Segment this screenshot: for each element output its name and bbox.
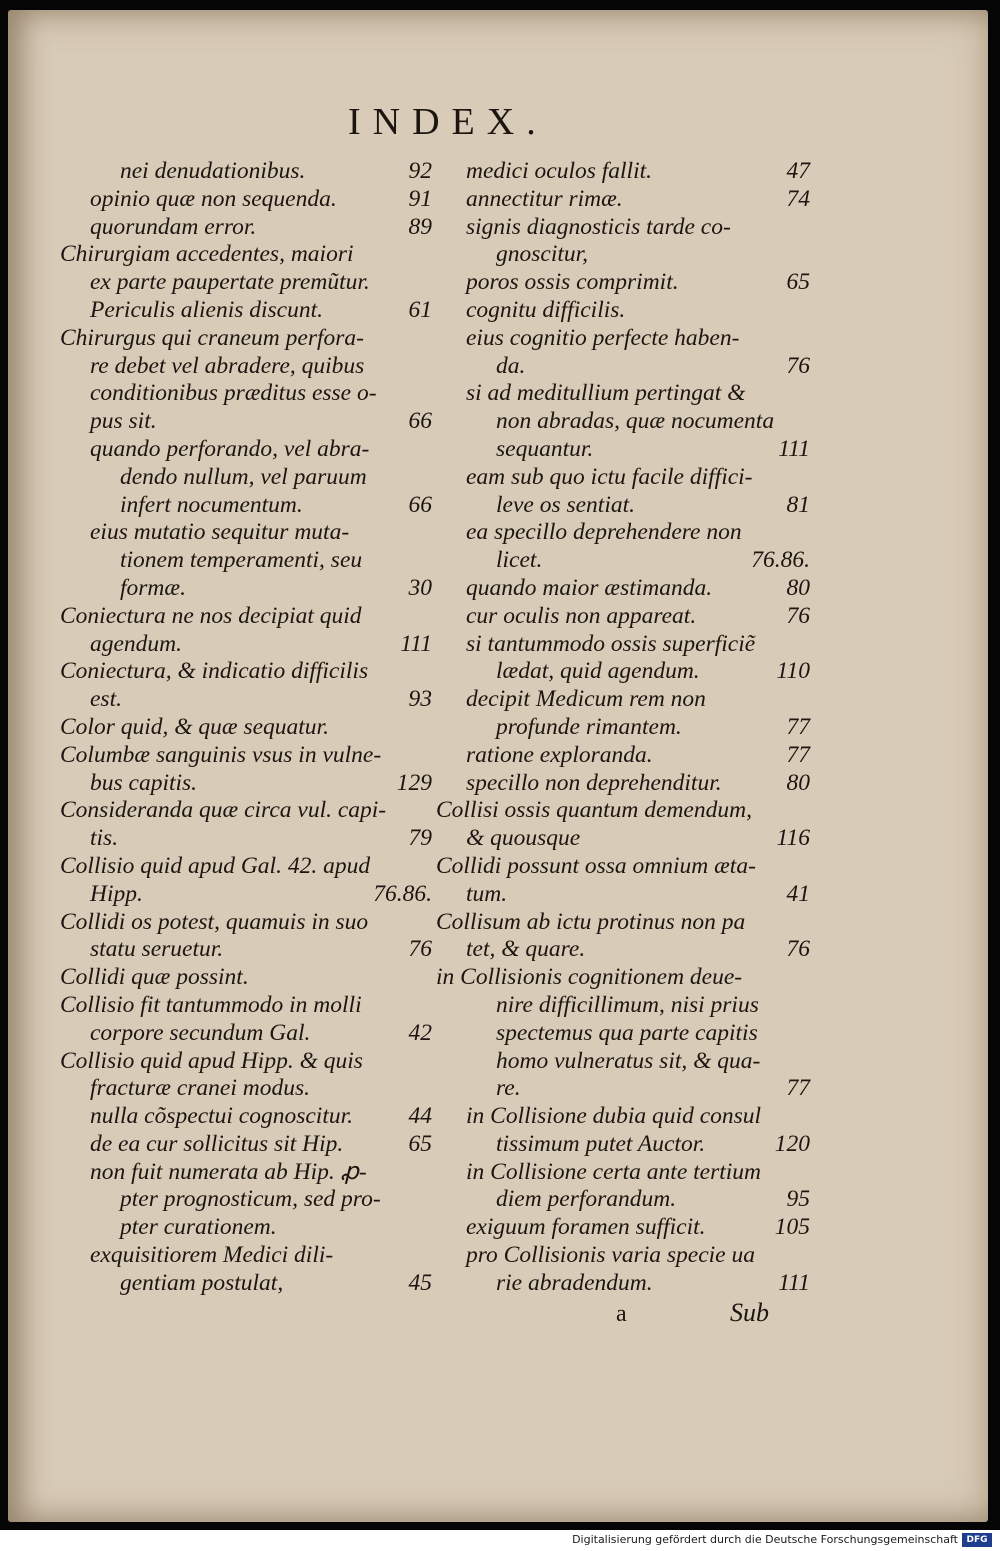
- index-entry-page-number: 30: [408, 574, 432, 601]
- index-entry-page-number: 111: [778, 1269, 810, 1296]
- index-entry-page-number: 45: [408, 1269, 432, 1296]
- index-entry-text: bus capitis.: [90, 769, 198, 796]
- index-entry-text: Collidi quæ possint.: [60, 964, 249, 991]
- index-entry: [60, 297, 432, 325]
- index-entry-text: quando perforando, vel abra-: [90, 435, 370, 462]
- index-entry-text: corpore secundum Gal.: [90, 1019, 311, 1046]
- index-entry-text: Coniectura, & indicatio difficilis: [60, 658, 369, 685]
- index-entry-text: Collisum ab ictu protinus non pa: [436, 908, 746, 935]
- index-entry-text: Collidi possunt ossa omnium æta-: [436, 852, 756, 879]
- index-entry: [436, 686, 810, 714]
- index-entry-page-number: 120: [774, 1130, 810, 1157]
- index-entry-text: cognitu difficilis.: [466, 296, 626, 323]
- index-entry: [436, 881, 810, 909]
- index-entry: [60, 575, 432, 603]
- index-entry: [60, 881, 432, 909]
- index-entry: [436, 214, 810, 242]
- index-entry-text: fracturæ cranei modus.: [90, 1075, 310, 1102]
- index-entry-page-number: 77: [786, 713, 810, 740]
- index-entry-text: non abradas, quæ nocumenta: [496, 408, 775, 435]
- index-entry: [436, 658, 810, 686]
- index-entry: [60, 436, 432, 464]
- footer-bar: [0, 1530, 1000, 1551]
- index-entry: [60, 714, 432, 742]
- page-title: INDEX.: [348, 101, 548, 143]
- index-entry: [436, 714, 810, 742]
- index-entry-text: dendo nullum, vel paruum: [120, 463, 367, 490]
- index-entry-text: de ea cur sollicitus sit Hip.: [90, 1130, 344, 1157]
- index-entry-page-number: 111: [778, 435, 810, 462]
- index-entry-page-number: 61: [408, 296, 432, 323]
- index-entry-text: in Collisionis cognitionem deue-: [436, 964, 743, 991]
- index-entry: [60, 1242, 432, 1270]
- index-entry: [60, 658, 432, 686]
- index-entry-text: eam sub quo ictu facile diffici-: [466, 463, 753, 490]
- index-entry-page-number: 110: [776, 658, 810, 685]
- index-entry-text: annectitur rimæ.: [466, 185, 623, 212]
- index-entry-page-number: 77: [786, 741, 810, 768]
- signature-mark: a: [616, 1301, 627, 1327]
- index-entry-text: in Collisione dubia quid consul: [466, 1103, 762, 1130]
- index-entry-page-number: 76.86.: [373, 880, 432, 907]
- index-entry-text: infert nocumentum.: [120, 491, 303, 518]
- index-entry: [436, 825, 810, 853]
- index-entry-page-number: 91: [408, 185, 432, 212]
- index-entry: [60, 770, 432, 798]
- index-entry: [60, 686, 432, 714]
- index-entry-text: formæ.: [120, 574, 186, 601]
- index-entry: [60, 1214, 432, 1242]
- index-entry: [60, 186, 432, 214]
- index-entry-page-number: 77: [786, 1075, 810, 1102]
- index-entry-text: nei denudationibus.: [120, 158, 306, 184]
- index-entry-text: diem perforandum.: [496, 1186, 677, 1213]
- index-entry: [436, 742, 810, 770]
- index-entry-text: ratione exploranda.: [466, 741, 653, 768]
- index-entry: [60, 1075, 432, 1103]
- index-entry-page-number: 129: [396, 769, 432, 796]
- index-column-right: [436, 158, 810, 1298]
- index-entry-text: Collidi os potest, quamuis in suo: [60, 908, 369, 935]
- index-entry: [436, 492, 810, 520]
- index-entry-text: medici oculos fallit.: [466, 158, 653, 184]
- index-entry-page-number: 76: [786, 352, 810, 379]
- index-entry: [60, 797, 432, 825]
- index-entry-text: conditionibus præditus esse o-: [90, 380, 377, 407]
- index-entry: [60, 742, 432, 770]
- index-entry: [436, 631, 810, 659]
- index-entry: [60, 1131, 432, 1159]
- index-entry-page-number: 47: [786, 158, 810, 184]
- index-entry: [436, 436, 810, 464]
- index-entry-text: licet.: [496, 547, 543, 574]
- index-entry-text: tis.: [90, 825, 119, 852]
- index-entry: [60, 909, 432, 937]
- index-column-left: [60, 158, 432, 1298]
- index-entry: [60, 631, 432, 659]
- index-entry-text: quorundam error.: [90, 213, 257, 240]
- index-entry-text: non fuit numerata ab Hip. ꝓ-: [90, 1158, 367, 1185]
- index-entry: [60, 853, 432, 881]
- index-entry-text: signis diagnosticis tarde co-: [466, 213, 731, 240]
- index-entry: [60, 1270, 432, 1298]
- index-entry: [436, 1186, 810, 1214]
- index-entry-text: Hipp.: [90, 880, 143, 907]
- index-entry: [436, 1270, 810, 1298]
- index-entry: [60, 964, 432, 992]
- index-entry: [436, 1242, 810, 1270]
- index-entry-text: nulla cõspectui cognoscitur.: [90, 1103, 354, 1130]
- index-entry: [436, 1103, 810, 1131]
- index-entry: [436, 408, 810, 436]
- index-entry-text: specillo non deprehenditur.: [466, 769, 722, 796]
- index-entry: [436, 1048, 810, 1076]
- index-entry-text: statu seruetur.: [90, 936, 224, 963]
- index-entry-page-number: 76: [408, 936, 432, 963]
- index-entry: [436, 519, 810, 547]
- index-entry-page-number: 76.86.: [751, 547, 810, 574]
- index-entry-page-number: 80: [786, 574, 810, 601]
- index-entry: [60, 1103, 432, 1131]
- index-entry-text: re debet vel abradere, quibus: [90, 352, 365, 379]
- index-entry: [436, 158, 810, 186]
- index-entry: [60, 241, 432, 269]
- index-entry-text: pter curationem.: [120, 1214, 277, 1241]
- index-entry: [60, 269, 432, 297]
- index-entry: [436, 936, 810, 964]
- footer-credit: Digitalisierung gefördert durch die Deutsche Forschungsgemeinschaft: [572, 1533, 958, 1546]
- index-entry-page-number: 65: [786, 269, 810, 296]
- index-entry: [60, 547, 432, 575]
- index-entry-page-number: 92: [408, 158, 432, 184]
- dfg-logo-icon: DFG: [962, 1533, 992, 1547]
- index-entry: [436, 1214, 810, 1242]
- index-entry-text: profunde rimantem.: [496, 713, 682, 740]
- index-entry-text: & quousque: [466, 825, 581, 852]
- index-entry-text: ea specillo deprehendere non: [466, 519, 742, 546]
- index-entry-text: eius mutatio sequitur muta-: [90, 519, 350, 546]
- index-entry: [60, 492, 432, 520]
- index-entry-page-number: 42: [408, 1019, 432, 1046]
- index-entry-text: spectemus qua parte capitis: [496, 1019, 758, 1046]
- index-entry: [60, 464, 432, 492]
- index-entry-text: Chirurgiam accedentes, maiori: [60, 241, 354, 268]
- index-entry-text: tet, & quare.: [466, 936, 586, 963]
- index-entry-text: pus sit.: [90, 408, 157, 435]
- index-entry-page-number: 80: [786, 769, 810, 796]
- index-entry: [436, 603, 810, 631]
- index-entry-page-number: 89: [408, 213, 432, 240]
- index-entry-text: Collisio fit tantummodo in molli: [60, 991, 362, 1018]
- index-entry-page-number: 65: [408, 1130, 432, 1157]
- index-entry-page-number: 111: [400, 630, 432, 657]
- index-entry: [60, 519, 432, 547]
- index-entry-text: Chirurgus qui craneum perfora-: [60, 324, 364, 351]
- index-entry-text: eius cognitio perfecte haben-: [466, 324, 740, 351]
- index-entry: [436, 964, 810, 992]
- index-entry-page-number: 41: [786, 880, 810, 907]
- index-entry-text: leve os sentiat.: [496, 491, 636, 518]
- index-entry: [436, 853, 810, 881]
- index-entry-text: gentiam postulat,: [120, 1269, 284, 1296]
- index-entry-text: exiguum foramen sufficit.: [466, 1214, 706, 1241]
- index-entry-page-number: 81: [786, 491, 810, 518]
- index-entry: [60, 603, 432, 631]
- index-entry-page-number: 74: [786, 185, 810, 212]
- index-entry-page-number: 79: [408, 825, 432, 852]
- index-entry-text: Collisio quid apud Gal. 42. apud: [60, 852, 371, 879]
- index-entry-text: Color quid, & quæ sequatur.: [60, 713, 329, 740]
- index-entry: [60, 380, 432, 408]
- index-entry-page-number: 76: [786, 602, 810, 629]
- index-entry-page-number: 93: [408, 686, 432, 713]
- index-entry-text: nire difficillimum, nisi prius: [496, 991, 759, 1018]
- index-entry-text: Collisio quid apud Hipp. & quis: [60, 1047, 363, 1074]
- index-entry-text: agendum.: [90, 630, 183, 657]
- index-entry-text: pter prognosticum, sed pro-: [120, 1186, 381, 1213]
- index-entry-text: exquisitiorem Medici dili-: [90, 1242, 334, 1269]
- index-entry: [436, 186, 810, 214]
- index-entry: [436, 269, 810, 297]
- index-entry-text: Columbæ sanguinis vsus in vulne-: [60, 741, 382, 768]
- index-entry-text: decipit Medicum rem non: [466, 686, 706, 713]
- index-entry: [436, 1131, 810, 1159]
- index-entry-text: in Collisione certa ante tertium: [466, 1158, 762, 1185]
- index-entry-text: si tantummodo ossis superficiẽ: [466, 630, 756, 657]
- index-entry: [436, 992, 810, 1020]
- index-entry-page-number: 116: [776, 825, 810, 852]
- index-entry: [436, 770, 810, 798]
- index-entry: [436, 380, 810, 408]
- index-entry-text: Consideranda quæ circa vul. capi-: [60, 797, 387, 824]
- index-entry: [60, 1048, 432, 1076]
- index-entry: [60, 936, 432, 964]
- index-entry: [436, 1159, 810, 1187]
- index-entry-text: pro Collisionis varia specie ua: [466, 1242, 755, 1269]
- book-page: [8, 10, 988, 1522]
- index-entry-text: tissimum putet Auctor.: [496, 1130, 706, 1157]
- index-entry-text: opinio quæ non sequenda.: [90, 185, 337, 212]
- index-entry-text: sequantur.: [496, 435, 594, 462]
- index-entry: [60, 408, 432, 436]
- index-entry-text: ex parte paupertate premũtur.: [90, 269, 370, 296]
- catchword: Sub: [730, 1298, 769, 1327]
- index-entry: [436, 353, 810, 381]
- index-entry: [436, 1020, 810, 1048]
- index-entry: [436, 297, 810, 325]
- index-entry: [60, 825, 432, 853]
- index-entry: [60, 353, 432, 381]
- index-entry-page-number: 66: [408, 408, 432, 435]
- index-entry: [60, 992, 432, 1020]
- index-entry-text: re.: [496, 1075, 521, 1102]
- index-entry-page-number: 76: [786, 936, 810, 963]
- index-entry-page-number: 66: [408, 491, 432, 518]
- index-entry-page-number: 44: [408, 1103, 432, 1130]
- index-entry: [436, 909, 810, 937]
- index-entry-text: lædat, quid agendum.: [496, 658, 700, 685]
- index-entry: [60, 158, 432, 186]
- index-entry: [436, 464, 810, 492]
- index-entry-text: quando maior æstimanda.: [466, 574, 713, 601]
- index-entry-text: da.: [496, 352, 526, 379]
- index-entry: [60, 325, 432, 353]
- index-entry-text: Periculis alienis discunt.: [90, 296, 324, 323]
- index-entry-text: si ad meditullium pertingat &: [466, 380, 746, 407]
- index-entry-text: Coniectura ne nos decipiat quid: [60, 602, 362, 629]
- index-entry-text: tum.: [466, 880, 508, 907]
- index-entry: [60, 1159, 432, 1187]
- index-entry-page-number: 105: [774, 1214, 810, 1241]
- index-entry-text: gnoscitur,: [496, 241, 589, 268]
- index-entry: [60, 1186, 432, 1214]
- index-entry-text: Collisi ossis quantum demendum,: [436, 797, 752, 824]
- index-entry: [436, 547, 810, 575]
- index-entry: [436, 797, 810, 825]
- index-entry: [436, 1075, 810, 1103]
- index-entry: [436, 575, 810, 603]
- index-entry: [60, 214, 432, 242]
- index-entry-text: est.: [90, 686, 122, 713]
- index-entry-text: rie abradendum.: [496, 1269, 653, 1296]
- index-entry-text: cur oculis non appareat.: [466, 602, 697, 629]
- index-entry: [436, 241, 810, 269]
- index-entry-text: homo vulneratus sit, & qua-: [496, 1047, 761, 1074]
- index-entry-text: tionem temperamenti, seu: [120, 547, 363, 574]
- index-entry-page-number: 95: [786, 1186, 810, 1213]
- index-entry-text: poros ossis comprimit.: [466, 269, 679, 296]
- index-entry: [60, 1020, 432, 1048]
- index-entry: [436, 325, 810, 353]
